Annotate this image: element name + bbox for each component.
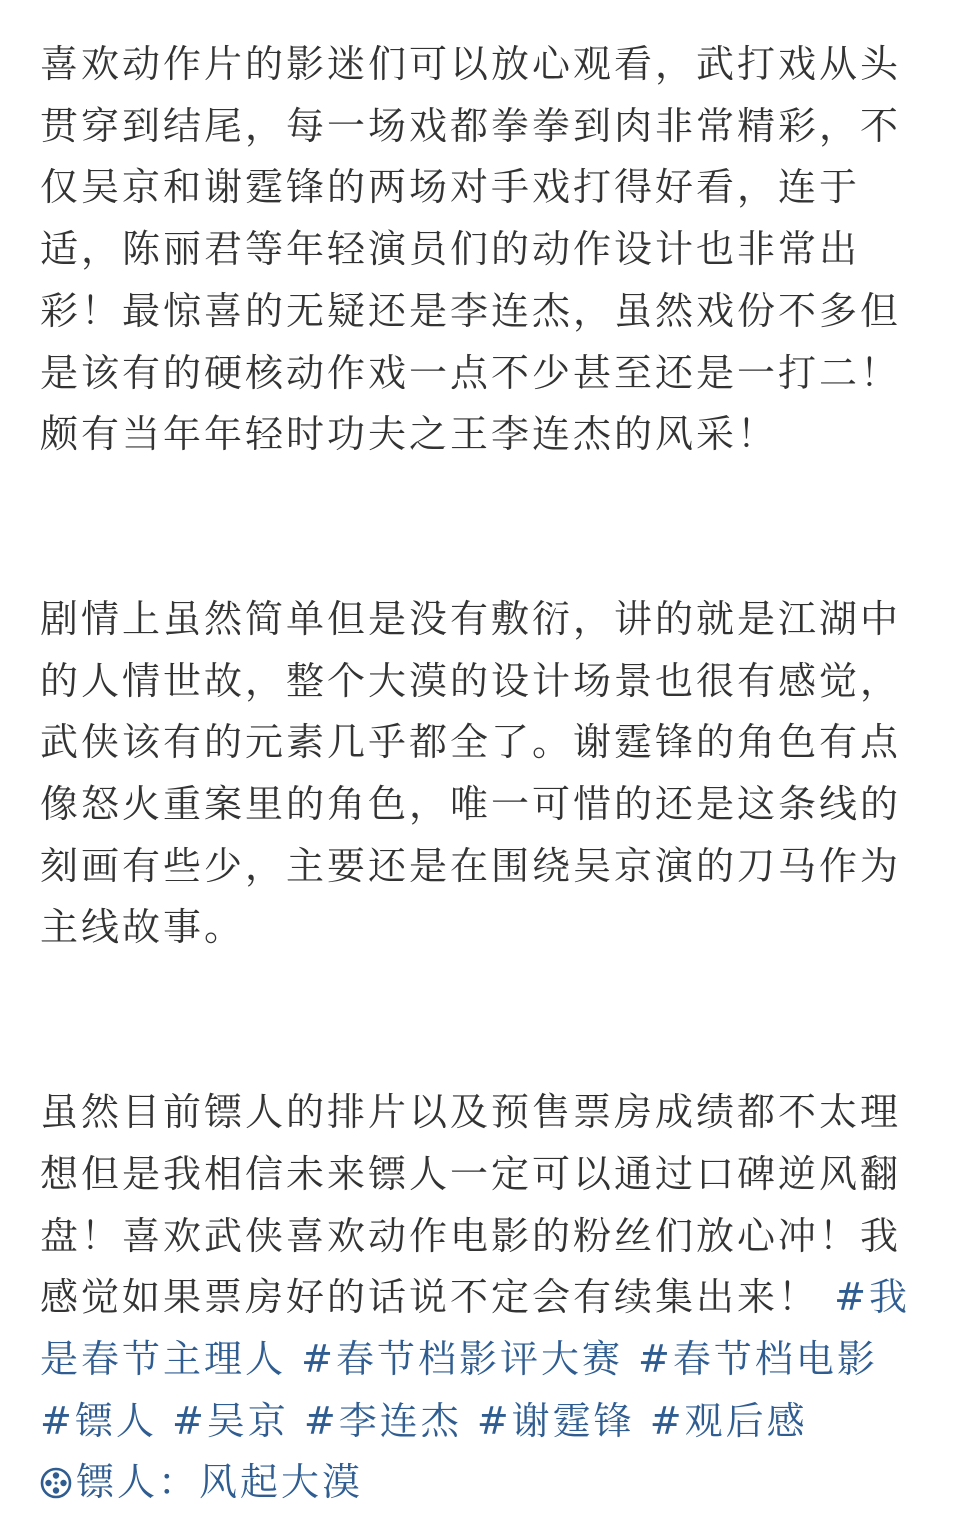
- review-paragraph-2: 剧情上虽然简单但是没有敷衍，讲的就是江湖中的人情世故，整个大漠的设计场景也很有感觉，武侠该有的元素几乎都全了。谢霆锋的角色有点像怒火重案里的角色，唯一可惜的还是这条线的刻画有些少，主要还是在围绕吴京演的刀马作为主线故事。: [40, 596, 902, 950]
- hashtag-link[interactable]: #吴京: [171, 1398, 289, 1443]
- movie-link-label: 镖人：风起大漠: [76, 1460, 364, 1505]
- hashtag-link[interactable]: #春节档影评大赛: [301, 1336, 623, 1381]
- review-paragraph-3: [40, 1082, 916, 1514]
- review-paragraph-3-text: 虽然目前镖人的排片以及预售票房成绩都不太理想但是我相信未来镖人一定可以通过口碑逆风翻盘！喜欢武侠喜欢动作电影的粉丝们放心冲！我感觉如果票房好的话说不定会有续集出来！: [40, 1090, 902, 1320]
- hashtag-link[interactable]: #春节档电影: [638, 1336, 878, 1381]
- paragraph-gap: [40, 959, 916, 1082]
- paragraph-gap: [40, 466, 916, 589]
- post-body: [40, 34, 916, 1514]
- hashtag-link[interactable]: #谢霆锋: [476, 1398, 635, 1443]
- movie-link[interactable]: [40, 1460, 363, 1504]
- hashtag-link[interactable]: #我是春节主理人: [40, 1275, 910, 1381]
- film-reel-icon: [40, 1456, 72, 1488]
- review-paragraph-1: 喜欢动作片的影迷们可以放心观看，武打戏从头贯穿到结尾，每一场戏都拳拳到肉非常精彩，不仅吴京和谢霆锋的两场对手戏打得好看，连于适，陈丽君等年轻演员们的动作设计也非常出彩！最惊喜的无疑还是李连杰，虽然戏份不多但是该有的硬核动作戏一点不少甚至还是一打二！颇有当年年轻时功夫之王李连杰的风采！: [40, 42, 902, 457]
- hashtag-link[interactable]: #观后感: [649, 1398, 808, 1443]
- hashtag-link[interactable]: #镖人: [40, 1398, 157, 1443]
- hashtag-link[interactable]: #李连杰: [303, 1398, 462, 1443]
